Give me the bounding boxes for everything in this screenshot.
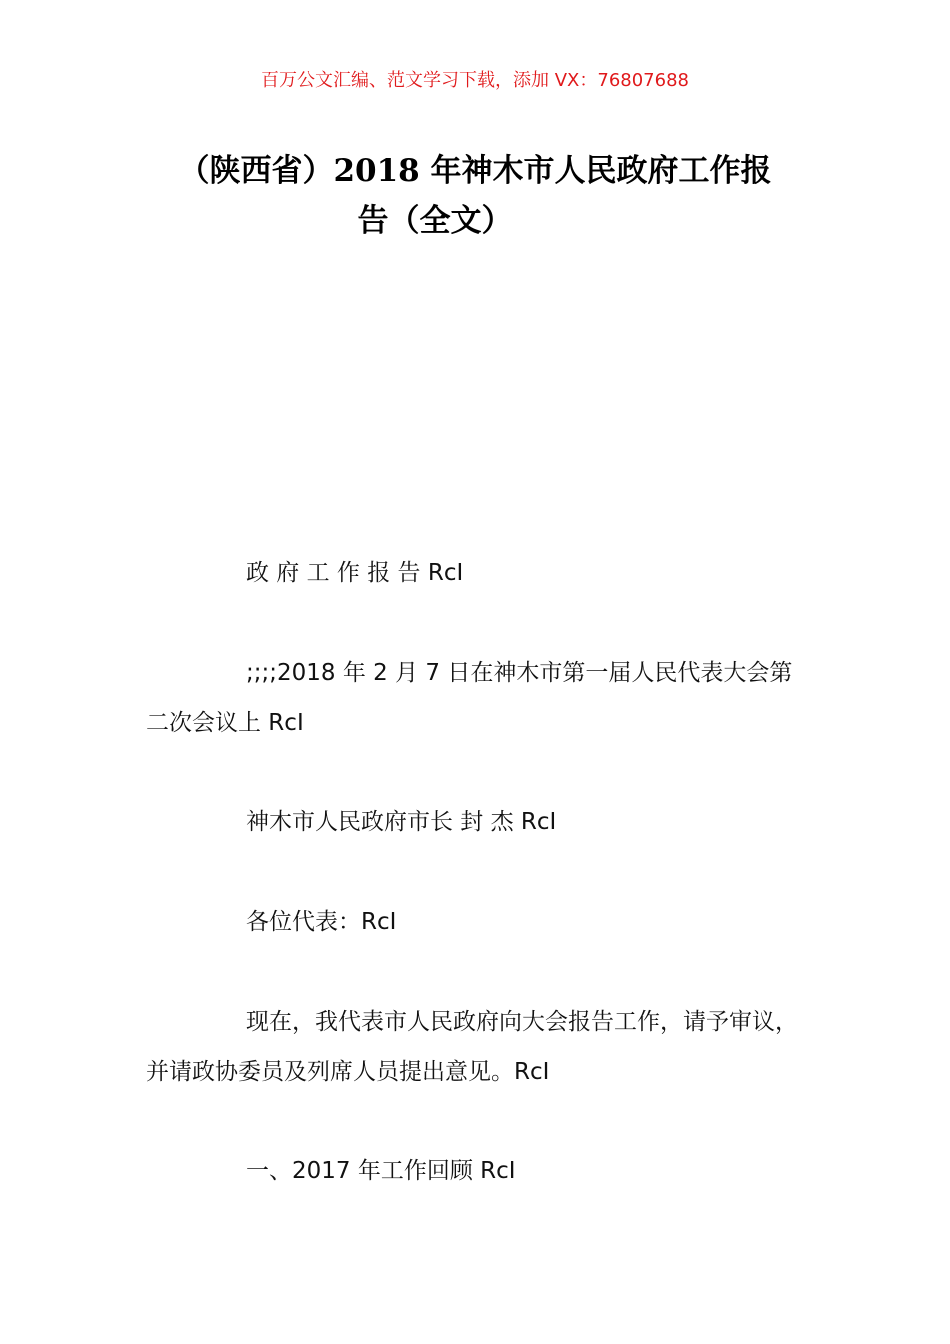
title-line-2: 告（全文）: [357, 203, 513, 239]
paragraph-text: 神木市人民政府市长 封 杰 RcI: [246, 809, 557, 835]
title-line-1: （陕西省）2018 年神木市人民政府工作报: [178, 153, 772, 189]
section-heading-review: [146, 1146, 812, 1196]
paragraph-mayor: [146, 797, 812, 847]
document-title: [140, 146, 810, 246]
paragraph-text: ;;;;2018 年 2 月 7 日在神木市第一届人民代表大会第二次会议上 RcI: [146, 660, 793, 736]
paragraph-salutation: [146, 897, 812, 947]
paragraph-text: 现在，我代表市人民政府向大会报告工作，请予审议，并请政协委员及列席人员提出意见。RcI: [146, 1009, 798, 1085]
paragraph-report-heading: [146, 548, 812, 598]
paragraph-text: 一、2017 年工作回顾 RcI: [246, 1158, 516, 1184]
paragraph-text: 政 府 工 作 报 告 RcI: [246, 560, 464, 586]
paragraph-text: 各位代表：RcI: [246, 909, 397, 935]
header-banner: 百万公文汇编、范文学习下载，添加 VX：76807688: [261, 70, 689, 91]
paragraph-opening: [146, 997, 812, 1097]
paragraph-meeting-date: [146, 648, 812, 748]
